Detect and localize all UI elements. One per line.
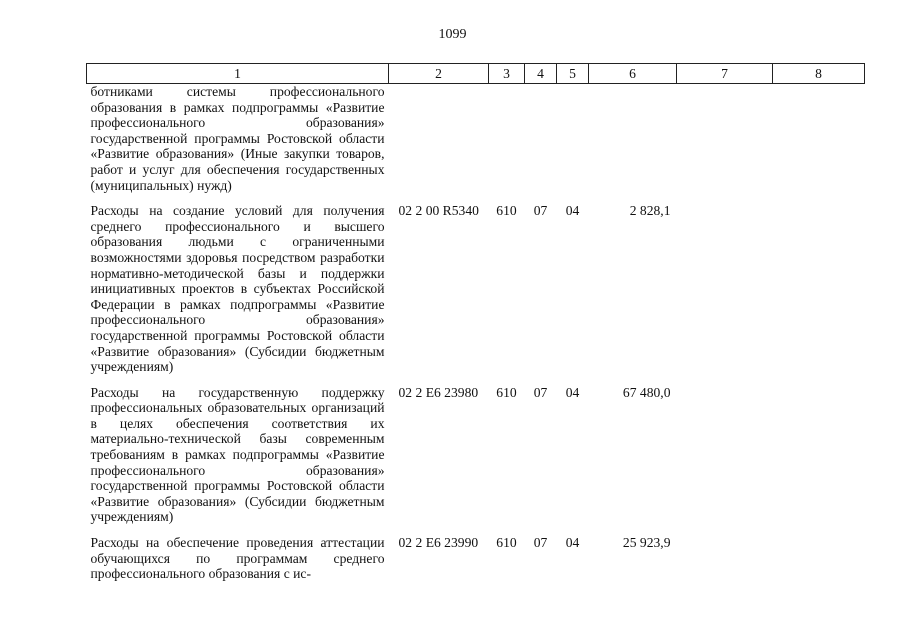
row-c4: 07 bbox=[533, 384, 548, 400]
row-c3: 610 bbox=[496, 384, 517, 400]
row-c4: 07 bbox=[533, 535, 548, 551]
row-c8 bbox=[773, 525, 865, 582]
row-code: 02 2 00 R5340 bbox=[398, 203, 479, 219]
header-cell-3: 3 bbox=[489, 64, 525, 84]
row-code: 02 2 E6 23980 bbox=[398, 384, 479, 400]
row-description: Расходы на государственную поддержку профессиональных образовательных организаций в целях обеспечения соответствия их материально-технической базы современным требованиям в рамках подпрограммы «Развитие профессионального образования» государственной программы Ростовской области «Развитие образования» (Субсидии бюджетным учреждениям) bbox=[90, 384, 385, 525]
page-number: 1099 bbox=[438, 27, 467, 42]
row-c7 bbox=[677, 193, 773, 375]
row-c4: 07 bbox=[533, 203, 548, 219]
header-cell-8: 8 bbox=[773, 64, 865, 84]
row-c8 bbox=[773, 193, 865, 375]
row-c3: 610 bbox=[496, 203, 517, 219]
table-header-row bbox=[87, 64, 865, 84]
table-row bbox=[87, 375, 865, 525]
header-cell-2: 2 bbox=[389, 64, 489, 84]
budget-table bbox=[86, 63, 865, 582]
table-row bbox=[87, 193, 865, 375]
row-code: 02 2 E6 23990 bbox=[398, 535, 479, 551]
header-cell-7: 7 bbox=[677, 64, 773, 84]
table-row bbox=[87, 84, 865, 194]
row-c8 bbox=[773, 375, 865, 525]
row-description: Расходы на обеспечение проведения аттестации обучающихся по программам среднего профессионального образования с ис- bbox=[90, 535, 385, 582]
row-c7 bbox=[677, 375, 773, 525]
header-cell-4: 4 bbox=[525, 64, 557, 84]
header-cell-5: 5 bbox=[557, 64, 589, 84]
row-c5: 04 bbox=[565, 203, 580, 219]
row-c3: 610 bbox=[496, 535, 517, 551]
row-c5: 04 bbox=[565, 535, 580, 551]
row-description: Расходы на создание условий для получения среднего профессионального и высшего образования людьми с ограниченными возможностями здоровья посредством разработки нормативно-методической базы и поддержки инициативных проектов в субъектах Российской Федерации в рамках подпрограммы «Развитие профессионального образования» государственной программы Ростовской области «Развитие образования» (Субсидии бюджетным учреждениям) bbox=[90, 203, 385, 375]
row-code bbox=[389, 84, 489, 194]
row-amount: 25 923,9 bbox=[622, 535, 671, 551]
row-c7 bbox=[677, 525, 773, 582]
row-c5 bbox=[557, 84, 589, 194]
row-c3 bbox=[489, 84, 525, 194]
row-c7 bbox=[677, 84, 773, 194]
row-amount: 67 480,0 bbox=[622, 384, 671, 400]
row-amount bbox=[589, 84, 677, 194]
row-description: ботниками системы профессионального образования в рамках подпрограммы «Развитие профессионального образования» государственной программы Ростовской области «Развитие образования» (Иные закупки товаров, работ и услуг для обеспечения государственных (муниципальных) нужд) bbox=[90, 84, 385, 193]
row-c4 bbox=[525, 84, 557, 194]
row-c5: 04 bbox=[565, 384, 580, 400]
table-row bbox=[87, 525, 865, 582]
row-amount: 2 828,1 bbox=[629, 203, 671, 219]
row-c8 bbox=[773, 84, 865, 194]
header-cell-6: 6 bbox=[589, 64, 677, 84]
header-cell-1: 1 bbox=[87, 64, 389, 84]
